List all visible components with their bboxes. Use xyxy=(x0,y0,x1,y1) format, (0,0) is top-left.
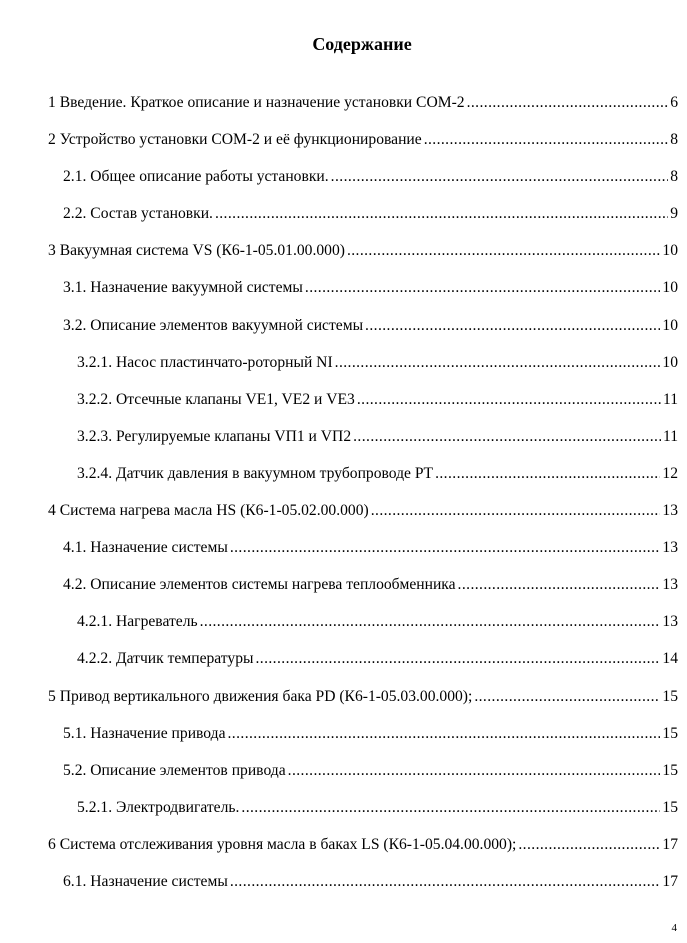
dot-leader xyxy=(200,611,661,633)
toc-entry-label: 3.2.1. Насос пластинчато-роторный NI xyxy=(77,353,333,371)
toc-entry-label: 4.2. Описание элементов системы нагрева теплообменника xyxy=(63,576,456,594)
toc-entry-page: 11 xyxy=(662,427,678,445)
toc-entry-page: 10 xyxy=(662,316,678,334)
toc-entry[interactable] xyxy=(0,352,687,389)
toc-entry-label: 5.2.1. Электродвигатель. xyxy=(77,798,240,816)
toc-entry-page: 15 xyxy=(662,724,678,742)
toc-entry-page: 13 xyxy=(662,502,678,520)
toc-entry-page: 9 xyxy=(670,205,678,223)
toc-entry[interactable] xyxy=(0,92,687,129)
toc-entry-page: 17 xyxy=(662,872,678,890)
table-of-contents xyxy=(0,92,687,908)
toc-entry[interactable] xyxy=(0,834,687,871)
dot-leader xyxy=(288,760,661,782)
toc-entry-line xyxy=(77,611,678,633)
toc-entry-line xyxy=(48,834,678,856)
toc-entry-page: 10 xyxy=(662,279,678,297)
toc-entry[interactable] xyxy=(0,277,687,314)
toc-entry-page: 15 xyxy=(662,687,678,705)
toc-entry-label: 5.1. Назначение привода xyxy=(63,724,226,742)
toc-entry-line xyxy=(63,315,678,337)
toc-entry[interactable] xyxy=(0,797,687,834)
toc-entry-label: 6.1. Назначение системы xyxy=(63,872,228,890)
toc-entry-page: 13 xyxy=(662,613,678,631)
toc-entry-page: 11 xyxy=(662,390,678,408)
toc-entry-line xyxy=(77,389,678,411)
dot-leader xyxy=(335,352,661,374)
dot-leader xyxy=(353,426,661,448)
dot-leader xyxy=(228,723,661,745)
toc-entry-label: 3.2.2. Отсечные клапаны VE1, VE2 и VE3 xyxy=(77,390,355,408)
toc-entry-page: 15 xyxy=(662,798,678,816)
dot-leader xyxy=(347,240,660,262)
toc-entry[interactable] xyxy=(0,463,687,500)
toc-entry-page: 10 xyxy=(662,353,678,371)
toc-entry-label: 3.1. Назначение вакуумной системы xyxy=(63,279,303,297)
toc-entry[interactable] xyxy=(0,426,687,463)
toc-entry[interactable] xyxy=(0,648,687,685)
toc-entry[interactable] xyxy=(0,760,687,797)
toc-entry[interactable] xyxy=(0,537,687,574)
toc-entry-line xyxy=(63,760,678,782)
toc-entry-label: 3.2.4. Датчик давления в вакуумном трубопроводе PT xyxy=(77,464,434,482)
toc-entry[interactable] xyxy=(0,723,687,760)
toc-entry-page: 15 xyxy=(662,761,678,779)
dot-leader xyxy=(305,277,661,299)
toc-entry-line xyxy=(77,797,678,819)
dot-leader xyxy=(467,92,669,114)
toc-entry-page: 13 xyxy=(662,576,678,594)
toc-entry-line xyxy=(48,92,678,114)
toc-entry-label: 3.2.3. Регулируемые клапаны VП1 и VП2 xyxy=(77,427,352,445)
toc-entry[interactable] xyxy=(0,240,687,277)
toc-entry[interactable] xyxy=(0,574,687,611)
dot-leader xyxy=(365,315,660,337)
toc-entry[interactable] xyxy=(0,129,687,166)
toc-entry-label: 4 Система нагрева масла HS (К6-1-05.02.00.000) xyxy=(48,502,369,520)
toc-entry-line xyxy=(77,352,678,374)
dot-leader xyxy=(331,166,669,188)
toc-entry-label: 6 Система отслеживания уровня масла в баках LS (К6-1-05.04.00.000); xyxy=(48,835,517,853)
toc-entry-page: 10 xyxy=(662,242,678,260)
toc-entry-line xyxy=(77,648,678,670)
toc-entry-label: 5 Привод вертикального движения бака PD (К6-1-05.03.00.000); xyxy=(48,687,473,705)
toc-entry-line xyxy=(63,537,678,559)
toc-entry-page: 8 xyxy=(670,131,678,149)
toc-entry-line xyxy=(63,277,678,299)
toc-entry-page: 8 xyxy=(670,168,678,186)
dot-leader xyxy=(230,871,661,893)
toc-entry-label: 2 Устройство установки СОМ-2 и её функционирование xyxy=(48,131,422,149)
page-title: Содержание xyxy=(312,34,412,54)
toc-entry[interactable] xyxy=(0,500,687,537)
toc-entry-line xyxy=(48,240,678,262)
toc-entry[interactable] xyxy=(0,611,687,648)
dot-leader xyxy=(255,648,660,670)
toc-entry[interactable] xyxy=(0,315,687,352)
toc-entry[interactable] xyxy=(0,686,687,723)
dot-leader xyxy=(241,797,660,819)
dot-leader xyxy=(215,203,668,225)
toc-entry-line xyxy=(63,723,678,745)
toc-entry[interactable] xyxy=(0,203,687,240)
toc-entry-line xyxy=(63,166,678,188)
dot-leader xyxy=(371,500,661,522)
toc-entry-line xyxy=(77,426,678,448)
toc-entry-label: 2.2. Состав установки. xyxy=(63,205,213,223)
dot-leader xyxy=(518,834,660,856)
dot-leader xyxy=(424,129,669,151)
toc-entry-label: 4.2.2. Датчик температуры xyxy=(77,650,254,668)
toc-entry-label: 3.2. Описание элементов вакуумной системы xyxy=(63,316,364,334)
toc-entry-line xyxy=(63,574,678,596)
toc-entry-label: 5.2. Описание элементов привода xyxy=(63,761,286,779)
page-number: 4 xyxy=(671,922,677,934)
toc-entry-page: 13 xyxy=(662,539,678,557)
dot-leader xyxy=(458,574,661,596)
toc-entry[interactable] xyxy=(0,389,687,426)
toc-entry-line xyxy=(63,203,678,225)
toc-entry-line xyxy=(77,463,678,485)
toc-entry-line xyxy=(48,686,678,708)
toc-entry-line xyxy=(63,871,678,893)
toc-entry-label: 1 Введение. Краткое описание и назначение установки СОМ-2 xyxy=(48,94,465,111)
toc-entry-line xyxy=(48,129,678,151)
toc-entry-label: 4.1. Назначение системы xyxy=(63,539,228,557)
dot-leader xyxy=(435,463,660,485)
toc-entry[interactable] xyxy=(0,166,687,203)
toc-entry-line xyxy=(48,500,678,522)
dot-leader xyxy=(357,389,661,411)
toc-entry-page: 14 xyxy=(662,650,678,668)
toc-entry-page: 17 xyxy=(662,835,678,853)
toc-entry[interactable] xyxy=(0,871,687,908)
dot-leader xyxy=(474,686,660,708)
toc-entry-label: 4.2.1. Нагреватель xyxy=(77,613,198,631)
toc-entry-label: 2.1. Общее описание работы установки. xyxy=(63,168,329,186)
toc-entry-page: 6 xyxy=(670,94,678,111)
dot-leader xyxy=(230,537,661,559)
toc-entry-page: 12 xyxy=(662,464,678,482)
toc-entry-label: 3 Вакуумная система VS (К6-1-05.01.00.000) xyxy=(48,242,345,260)
